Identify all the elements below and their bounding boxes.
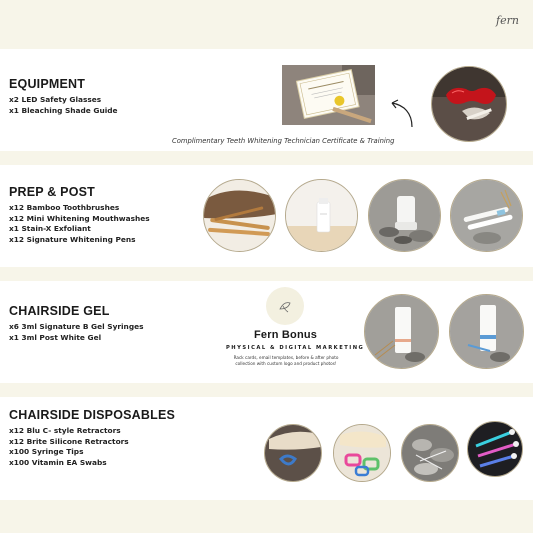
section-title-chairside-gel: CHAIRSIDE GEL: [9, 304, 110, 318]
swabs-photo: [467, 421, 523, 477]
list-item: x12 Brite Silicone Retractors: [9, 436, 129, 446]
section-title-prep-post: PREP & POST: [9, 185, 96, 199]
arrow-icon: [386, 99, 416, 129]
list-item: x6 3ml Signature B Gel Syringes: [9, 322, 144, 331]
retractors-photo: [264, 424, 322, 482]
safety-glasses-photo: [431, 66, 507, 142]
disposables-items: [9, 426, 129, 468]
post-white-gel-photo: [449, 294, 524, 369]
bamboo-toothbrushes-photo: [203, 179, 276, 252]
prep-post-section: [0, 165, 533, 267]
section-title-equipment: EQUIPMENT: [9, 77, 86, 91]
list-item: x12 Signature Whitening Pens: [9, 234, 136, 244]
chairside-gel-items: [9, 322, 144, 343]
list-item: x12 Mini Whitening Mouthwashes: [9, 213, 150, 223]
exfoliant-photo: [368, 179, 441, 252]
section-title-disposables: CHAIRSIDE DISPOSABLES: [9, 408, 176, 422]
fern-bonus-logo: [266, 287, 304, 325]
list-item: x100 Vitamin EA Swabs: [9, 457, 107, 467]
certificate-photo: [282, 65, 375, 125]
fern-bonus-subtitle: PHYSICAL & DIGITAL MARKETING: [226, 345, 365, 351]
equipment-section: [0, 49, 533, 151]
silicone-retractors-photo: [333, 424, 391, 482]
chairside-gel-section: [0, 281, 533, 383]
gel-syringes-photo: [364, 294, 439, 369]
list-item: x100 Syringe Tips: [9, 447, 84, 457]
prep-post-items: [9, 203, 150, 245]
list-item: x1 Bleaching Shade Guide: [9, 105, 118, 115]
whitening-pens-photo: [450, 179, 523, 252]
brand-logo: [496, 14, 519, 27]
list-item: x2 LED Safety Glasses: [9, 95, 102, 104]
list-item: x12 Bamboo Toothbrushes: [9, 203, 120, 212]
certificate-caption: Complimentary Teeth Whitening Technician Certificate & Training: [172, 137, 395, 145]
fern-bonus-description: Rack cards, email templates, before & after photo collection with custom logo and product photos!: [233, 355, 339, 366]
logo-text: fern: [496, 14, 519, 27]
disposables-section: [0, 397, 533, 500]
list-item: x1 3ml Post White Gel: [9, 332, 102, 342]
equipment-items: [9, 95, 118, 116]
fern-bonus-title: Fern Bonus: [254, 329, 318, 341]
list-item: x12 Blu C- style Retractors: [9, 426, 121, 435]
list-item: x1 Stain-X Exfoliant: [9, 224, 91, 234]
mouthwash-photo: [285, 179, 358, 252]
fern-leaf-icon: [266, 287, 304, 325]
syringe-tips-photo: [401, 424, 459, 482]
